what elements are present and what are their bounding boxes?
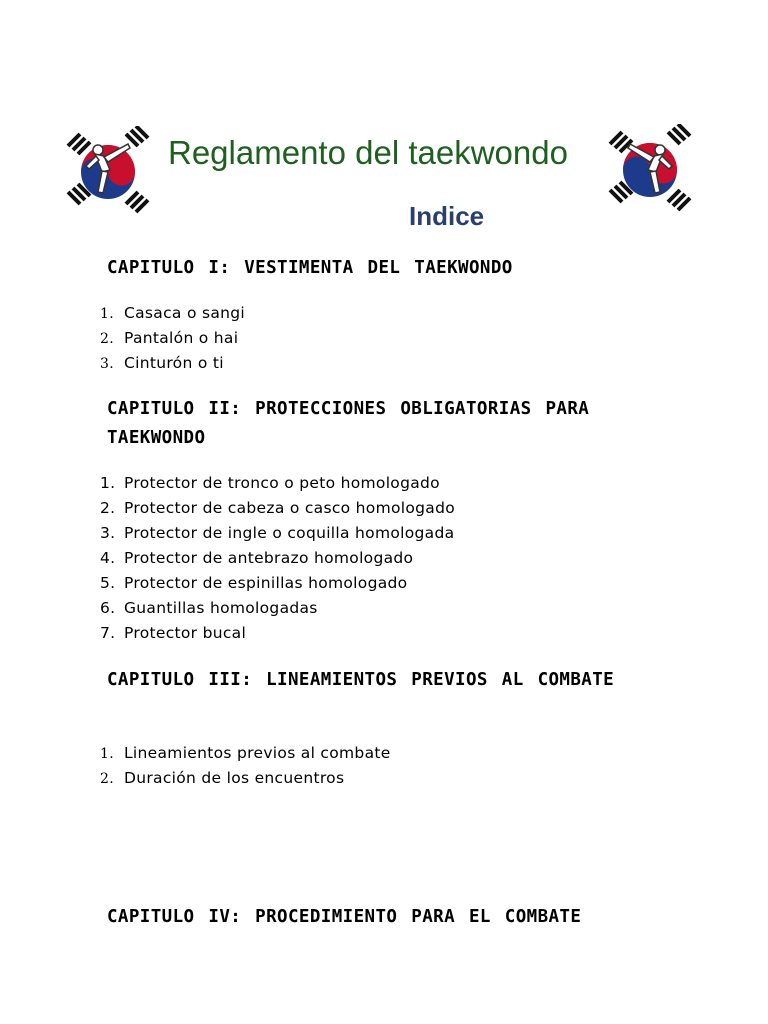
list-item [100,326,245,351]
list-item [100,571,455,596]
item-text: Protector de ingle o coquilla homologada [124,524,455,542]
list-item [100,471,455,496]
item-text: Guantillas homologadas [124,599,318,617]
item-text: Duración de los encuentros [124,769,345,787]
item-number: 1. [100,306,114,322]
item-text: Lineamientos previos al combate [124,744,391,762]
taekwondo-flag-logo-right [604,124,696,214]
item-number: 5. [100,574,116,592]
chapter-1-list [100,301,245,376]
taekwondo-flag-logo-left [62,126,154,216]
item-number: 3. [100,356,114,372]
taekwondo-flag-kicker-icon [604,124,696,214]
item-text: Protector de cabeza o casco homologado [124,499,456,517]
chapter-heading-4: CAPITULO IV: PROCEDIMIENTO PARA EL COMBATE [107,907,582,927]
item-number: 3. [100,524,116,542]
list-item [100,301,245,326]
item-text: Protector de espinillas homologado [124,574,408,592]
chapter-heading-3: CAPITULO III: LINEAMIENTOS PREVIOS AL COMBATE [107,670,615,690]
list-item [100,741,391,766]
item-number: 1. [100,474,116,492]
item-text: Protector bucal [124,624,247,642]
item-text: Cinturón o ti [124,354,224,372]
item-text: Protector de tronco o peto homologado [124,474,440,492]
list-item [100,621,455,646]
list-item [100,351,245,376]
item-number: 2. [100,771,114,787]
item-number: 2. [100,499,116,517]
chapter-heading-1: CAPITULO I: VESTIMENTA DEL TAEKWONDO [107,258,513,278]
item-number: 1. [100,746,114,762]
item-text: Protector de antebrazo homologado [124,549,414,567]
taekwondo-flag-kicker-icon [62,126,154,216]
index-heading: Indice [409,201,485,231]
chapter-2-list [100,471,455,646]
item-number: 4. [100,549,116,567]
item-text: Pantalón o hai [124,329,239,347]
document-title: Reglamento del taekwondo [168,134,568,171]
list-item [100,546,455,571]
list-item [100,521,455,546]
item-number: 6. [100,599,116,617]
item-number: 7. [100,624,116,642]
list-item [100,766,391,791]
list-item [100,496,455,521]
list-item [100,596,455,621]
chapter-heading-2: CAPITULO II: PROTECCIONES OBLIGATORIAS PARA TAEKWONDO [107,399,590,448]
item-text: Casaca o sangi [124,304,245,322]
chapter-3-list [100,741,391,791]
item-number: 2. [100,331,114,347]
